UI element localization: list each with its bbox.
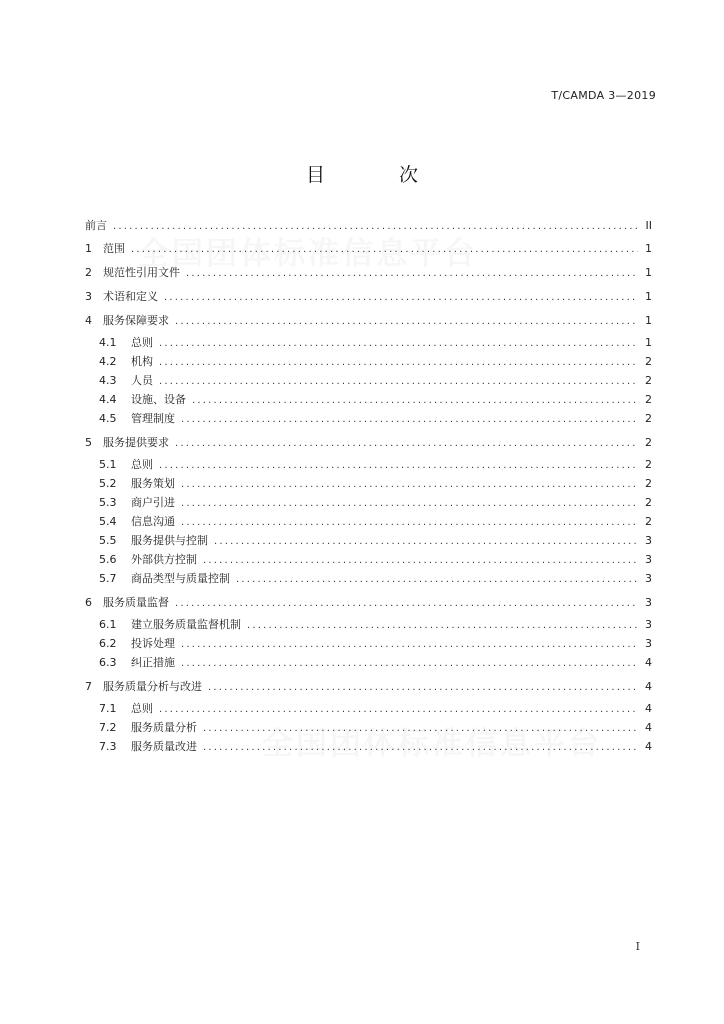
toc-entry-page: 1 xyxy=(645,242,652,255)
toc-entry-page: 4 xyxy=(645,740,652,753)
toc-dot-leader xyxy=(247,617,638,635)
toc-entry-label: 服务保障要求 xyxy=(103,314,169,327)
toc-entry-page: 2 xyxy=(645,393,652,406)
toc-entry-number: 7.3 xyxy=(99,740,117,753)
document-code: T/CAMDA 3—2019 xyxy=(551,89,656,102)
toc-dot-leader xyxy=(175,435,638,453)
toc-entry[interactable] xyxy=(85,312,652,330)
toc-entry-number: 7.2 xyxy=(99,721,117,734)
toc-entry[interactable] xyxy=(99,719,652,737)
toc-entry-page: 3 xyxy=(645,618,652,631)
toc-dot-leader xyxy=(236,571,638,589)
toc-entry-label: 服务质量分析与改进 xyxy=(103,680,202,693)
toc-entry-number: 6.3 xyxy=(99,656,117,669)
toc-entry-number: 2 xyxy=(85,266,92,279)
toc-entry-number: 5.5 xyxy=(99,534,117,547)
toc-entry-number: 4.2 xyxy=(99,355,117,368)
toc-entry[interactable] xyxy=(99,372,652,390)
toc-entry[interactable] xyxy=(85,288,652,306)
toc-entry-page: 4 xyxy=(645,702,652,715)
toc-entry[interactable] xyxy=(99,700,652,718)
toc-dot-leader xyxy=(159,354,638,372)
toc-entry-page: 4 xyxy=(645,680,652,693)
toc-entry[interactable] xyxy=(99,353,652,371)
toc-entry[interactable] xyxy=(99,654,652,672)
toc-entry-label: 设施、设备 xyxy=(131,393,186,406)
toc-entry-page: 1 xyxy=(645,266,652,279)
toc-entry-page: 2 xyxy=(645,436,652,449)
toc-entry-number: 4.4 xyxy=(99,393,117,406)
toc-entry-page: 2 xyxy=(645,477,652,490)
toc-entry-number: 5.4 xyxy=(99,515,117,528)
toc-entry-page: 1 xyxy=(645,290,652,303)
toc-entry[interactable] xyxy=(99,616,652,634)
toc-entry-page: 3 xyxy=(645,596,652,609)
toc-entry-number: 5.1 xyxy=(99,458,117,471)
toc-entry-number: 7 xyxy=(85,680,92,693)
toc-dot-leader xyxy=(181,655,638,673)
toc-entry[interactable] xyxy=(99,391,652,409)
toc-entry-label: 前言 xyxy=(85,219,107,232)
toc-entry-page: 1 xyxy=(645,314,652,327)
toc-dot-leader xyxy=(203,739,638,757)
toc-dot-leader xyxy=(203,552,638,570)
toc-entry-page: 2 xyxy=(645,496,652,509)
toc-entry-page: 3 xyxy=(645,534,652,547)
toc-entry[interactable] xyxy=(99,551,652,569)
toc-entry-number: 4.1 xyxy=(99,336,117,349)
toc-dot-leader xyxy=(181,636,638,654)
toc-entry-page: 4 xyxy=(645,721,652,734)
toc-entry-page: 1 xyxy=(645,336,652,349)
toc-dot-leader xyxy=(203,720,638,738)
toc-dot-leader xyxy=(159,701,638,719)
toc-entry-page: 3 xyxy=(645,553,652,566)
toc-entry-number: 5.6 xyxy=(99,553,117,566)
toc-entry[interactable] xyxy=(99,494,652,512)
toc-entry-label: 人员 xyxy=(131,374,153,387)
toc-entry-label: 外部供方控制 xyxy=(131,553,197,566)
toc-entry-page: 2 xyxy=(645,374,652,387)
toc-dot-leader xyxy=(131,241,638,259)
toc-entry[interactable] xyxy=(99,532,652,550)
toc-entry-label: 服务质量分析 xyxy=(131,721,197,734)
toc-entry[interactable] xyxy=(99,513,652,531)
toc-entry-number: 5.3 xyxy=(99,496,117,509)
toc-entry-label: 规范性引用文件 xyxy=(103,266,180,279)
toc-entry[interactable] xyxy=(99,334,652,352)
toc-entry[interactable] xyxy=(99,635,652,653)
toc-entry-label: 管理制度 xyxy=(131,412,175,425)
toc-entry[interactable] xyxy=(99,738,652,756)
toc-entry-label: 服务提供与控制 xyxy=(131,534,208,547)
toc-dot-leader xyxy=(175,595,638,613)
toc-entry-number: 1 xyxy=(85,242,92,255)
toc-entry-page: 3 xyxy=(645,572,652,585)
toc-entry[interactable] xyxy=(99,475,652,493)
toc-entry-number: 6 xyxy=(85,596,92,609)
toc-entry[interactable] xyxy=(99,570,652,588)
toc-entry[interactable] xyxy=(85,594,652,612)
toc-entry-page: 2 xyxy=(645,515,652,528)
toc-dot-leader xyxy=(208,679,638,697)
toc-dot-leader xyxy=(181,495,638,513)
toc-entry-label: 商品类型与质量控制 xyxy=(131,572,230,585)
toc-entry-label: 服务质量监督 xyxy=(103,596,169,609)
toc-dot-leader xyxy=(113,218,638,236)
toc-entry-label: 总则 xyxy=(131,458,153,471)
toc-entry-page: 2 xyxy=(645,355,652,368)
toc-dot-leader xyxy=(164,289,638,307)
toc-entry[interactable] xyxy=(85,264,652,282)
toc-entry-label: 总则 xyxy=(131,702,153,715)
toc-entry-number: 4.3 xyxy=(99,374,117,387)
toc-entry-label: 建立服务质量监督机制 xyxy=(131,618,241,631)
toc-entry-label: 服务质量改进 xyxy=(131,740,197,753)
toc-dot-leader xyxy=(186,265,638,283)
footer-page-number: I xyxy=(635,940,640,953)
toc-dot-leader xyxy=(214,533,638,551)
toc-entry[interactable] xyxy=(85,217,652,235)
toc-entry-page: 4 xyxy=(645,656,652,669)
page-title: 目 次 xyxy=(305,164,453,186)
toc-dot-leader xyxy=(181,514,638,532)
toc-dot-leader xyxy=(192,392,638,410)
toc-entry-page: 2 xyxy=(645,458,652,471)
toc-entry-label: 术语和定义 xyxy=(103,290,158,303)
toc-entry[interactable] xyxy=(99,410,652,428)
toc-entry-number: 5.7 xyxy=(99,572,117,585)
toc-entry-number: 6.2 xyxy=(99,637,117,650)
toc-entry[interactable] xyxy=(85,434,652,452)
toc-dot-leader xyxy=(159,335,638,353)
toc-entry-number: 4 xyxy=(85,314,92,327)
toc-entry[interactable] xyxy=(99,456,652,474)
toc-entry-label: 机构 xyxy=(131,355,153,368)
toc-entry-label: 投诉处理 xyxy=(131,637,175,650)
toc-entry[interactable] xyxy=(85,678,652,696)
toc-entry-label: 服务策划 xyxy=(131,477,175,490)
toc-entry-label: 纠正措施 xyxy=(131,656,175,669)
toc-entry-number: 5.2 xyxy=(99,477,117,490)
toc-entry-page: II xyxy=(645,219,652,232)
toc-entry-number: 6.1 xyxy=(99,618,117,631)
toc-dot-leader xyxy=(159,457,638,475)
toc-dot-leader xyxy=(181,476,638,494)
toc-entry-number: 7.1 xyxy=(99,702,117,715)
toc-entry-page: 2 xyxy=(645,412,652,425)
toc-entry-label: 范围 xyxy=(103,242,125,255)
toc-entry-page: 3 xyxy=(645,637,652,650)
toc-entry-label: 服务提供要求 xyxy=(103,436,169,449)
toc-entry-label: 信息沟通 xyxy=(131,515,175,528)
toc-entry[interactable] xyxy=(85,240,652,258)
toc-entry-number: 5 xyxy=(85,436,92,449)
toc-entry-number: 3 xyxy=(85,290,92,303)
toc-entry-number: 4.5 xyxy=(99,412,117,425)
toc-entry-label: 商户引进 xyxy=(131,496,175,509)
toc-dot-leader xyxy=(181,411,638,429)
toc-dot-leader xyxy=(159,373,638,391)
toc-dot-leader xyxy=(175,313,638,331)
toc-entry-label: 总则 xyxy=(131,336,153,349)
